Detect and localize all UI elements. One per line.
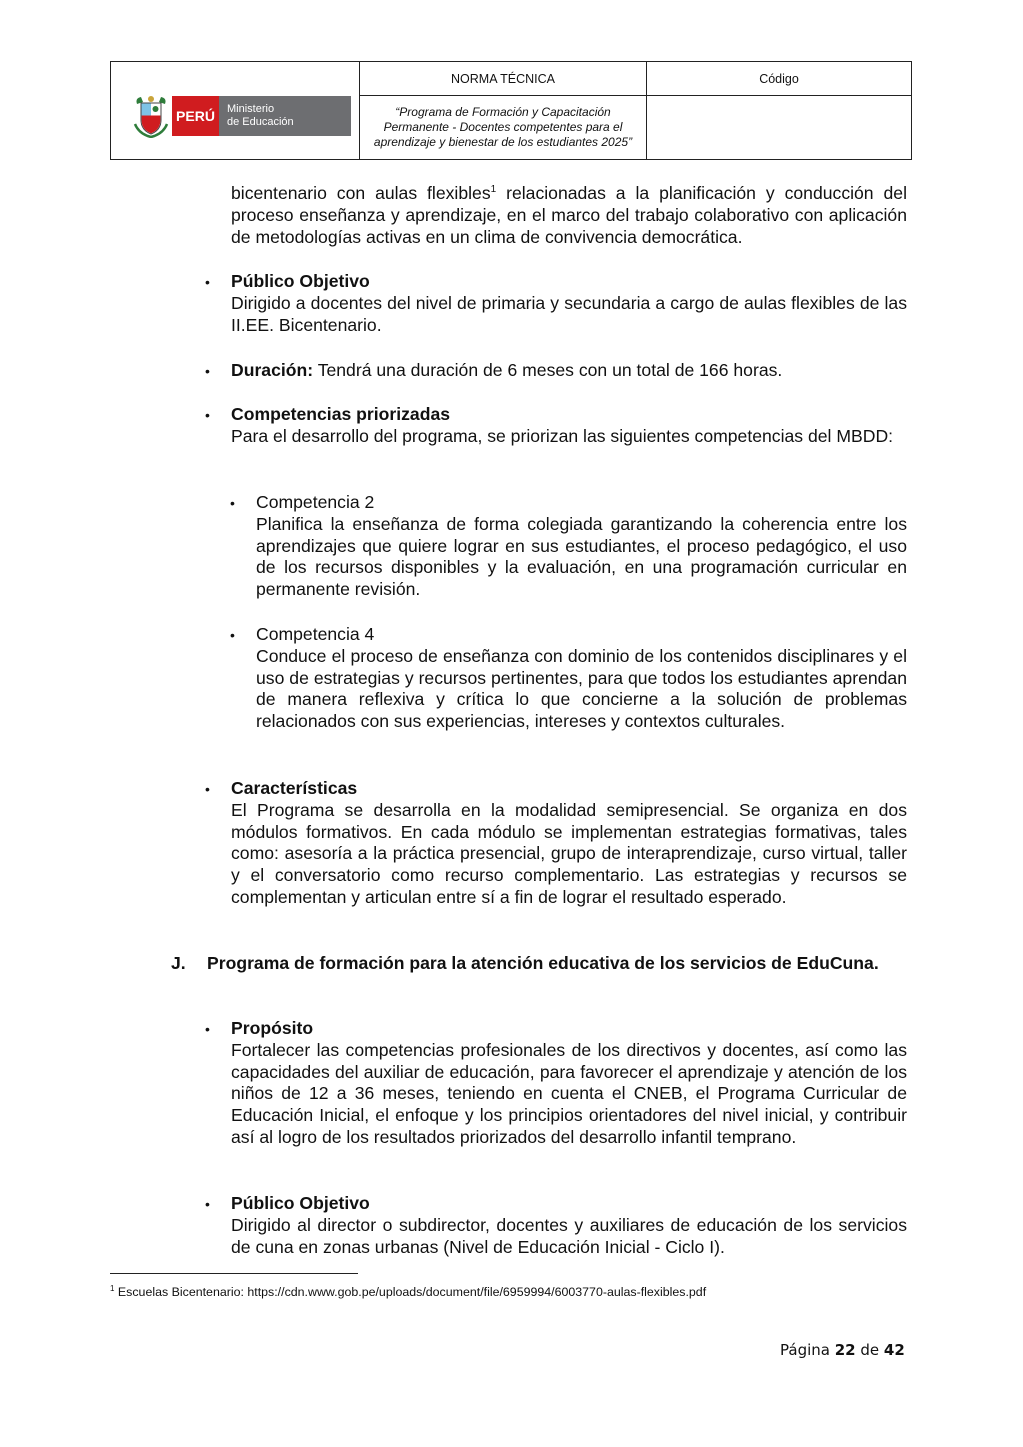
page-total: 42 [883,1341,905,1359]
comp4-text: Conduce el proceso de enseñanza con dominio de los contenidos disciplinares y el uso de estrategias y recursos pertinentes, para que todos los estudiantes aprendan de manera reflexiva y crítica lo que concierne a la solución de problemas relacionados con sus experiencias, intereses y contextos culturales. [256,645,907,732]
footnote-text: Escuelas Bicentenario: https://cdn.www.gob.pe/uploads/document/file/6959994/6003770-aulas-flexibles.pdf [114,1285,707,1299]
ministry-logo [133,94,351,138]
competencia-4 [256,624,907,733]
publico-text: Dirigido a docentes del nivel de primaria y secundaria a cargo de aulas flexibles de las II.EE. Bicentenario. [231,292,907,335]
competencias-title: Competencias priorizadas [231,404,451,424]
doc-title: “Programa de Formación y Capacitación Permanente - Docentes competentes para el aprendizaje y bienestar de los estudiantes 2025” [373,105,633,149]
comp4-title: Competencia 4 [256,624,375,644]
publico2-section [231,1193,907,1258]
bullet-icon: • [205,407,210,423]
header-code-cell [647,62,911,159]
doc-type: NORMA TÉCNICA [360,62,646,96]
competencias-text: Para el desarrollo del programa, se priorizan las siguientes competencias del MBDD: [231,425,894,446]
bullet-icon: • [205,781,210,797]
competencias-section [231,404,907,448]
intro-text-end: relacionadas a la planificación y conducción del proceso enseñanza y aprendizaje, en el marco del trabajo colaborativo con aplicación de metodologías activas en un clima de convivencia democrática. [231,183,907,247]
bullet-icon: • [230,495,235,511]
intro-text-start: bicentenario con aulas flexibles [231,183,491,203]
logo-ministry-line1: Ministerio [227,103,275,115]
header-logo-cell [111,62,360,159]
code-value [647,96,911,159]
competencia-2 [256,492,907,601]
footnote [110,1285,706,1299]
proposito-section [231,1018,907,1149]
intro-paragraph [231,183,907,248]
page-number [780,1341,905,1359]
logo-country: PERÚ [172,96,219,136]
caracteristicas-title: Características [231,778,358,798]
duracion-title: Duración: [231,360,314,380]
page-label: Página [780,1341,835,1359]
publico2-title: Público Objetivo [231,1193,370,1213]
comp2-text: Planifica la enseñanza de forma colegiada garantizando la coherencia entre los aprendizajes que quiere lograr en sus estudiantes, el proceso pedagógico, el uso de los recursos disponibles y la evaluación, en una programación curricular en permanente revisión. [256,513,907,600]
bullet-icon: • [205,274,210,290]
proposito-text: Fortalecer las competencias profesionales de los directivos y docentes, así como las capacidades del auxiliar de educación, para favorecer el aprendizaje y atención de los niños de 12 a 36 meses, teniendo en cuenta el CNEB, el Programa Curricular de Educación Inicial, el enfoque y los principios orientadores del nivel inicial, y contribuir así al logro de los resultados priorizados del desarrollo infantil temprano. [231,1039,907,1147]
duracion-section [231,360,907,382]
footnote-ref[interactable]: 1 [490,184,497,196]
bullet-icon: • [205,1196,210,1212]
section-title: Programa de formación para la atención educativa de los servicios de EduCuna. [207,953,879,973]
header-title-cell [360,62,647,159]
logo-ministry-line2: de Educación [227,116,294,128]
footnote-number: 1 [110,1283,115,1293]
page-current: 22 [834,1341,856,1359]
section-letter: J. [171,953,186,973]
page-of: de [855,1341,884,1359]
document-header [110,61,912,160]
publico-section [231,271,907,336]
publico2-text: Dirigido al director o subdirector, docentes y auxiliares de educación de los servicios de cuna en zonas urbanas (Nivel de Educación Inicial - Ciclo I). [231,1214,907,1257]
logo-ministry [219,96,351,136]
bullet-icon: • [230,627,235,643]
bullet-icon: • [205,1021,210,1037]
caracteristicas-text: El Programa se desarrolla en la modalidad semipresencial. Se organiza en dos módulos formativos. En cada módulo se implementan estrategias formativas, tales como: asesoría a la práctica presencial, grupo de interaprendizaje, curso virtual, taller y el conversatorio como recurso complementario. Las estrategias y recursos se complementan y articulan entre sí a fin de lograr el resultado esperado. [231,799,907,907]
duracion-text: Tendrá una duración de 6 meses con un total de 166 horas. [313,360,783,380]
caracteristicas-section [231,778,907,909]
footnote-separator [110,1273,358,1274]
coat-of-arms-icon [133,94,169,138]
bullet-icon: • [205,363,210,379]
publico-title: Público Objetivo [231,271,370,291]
proposito-title: Propósito [231,1018,314,1038]
comp2-title: Competencia 2 [256,492,375,512]
code-label: Código [647,62,911,96]
